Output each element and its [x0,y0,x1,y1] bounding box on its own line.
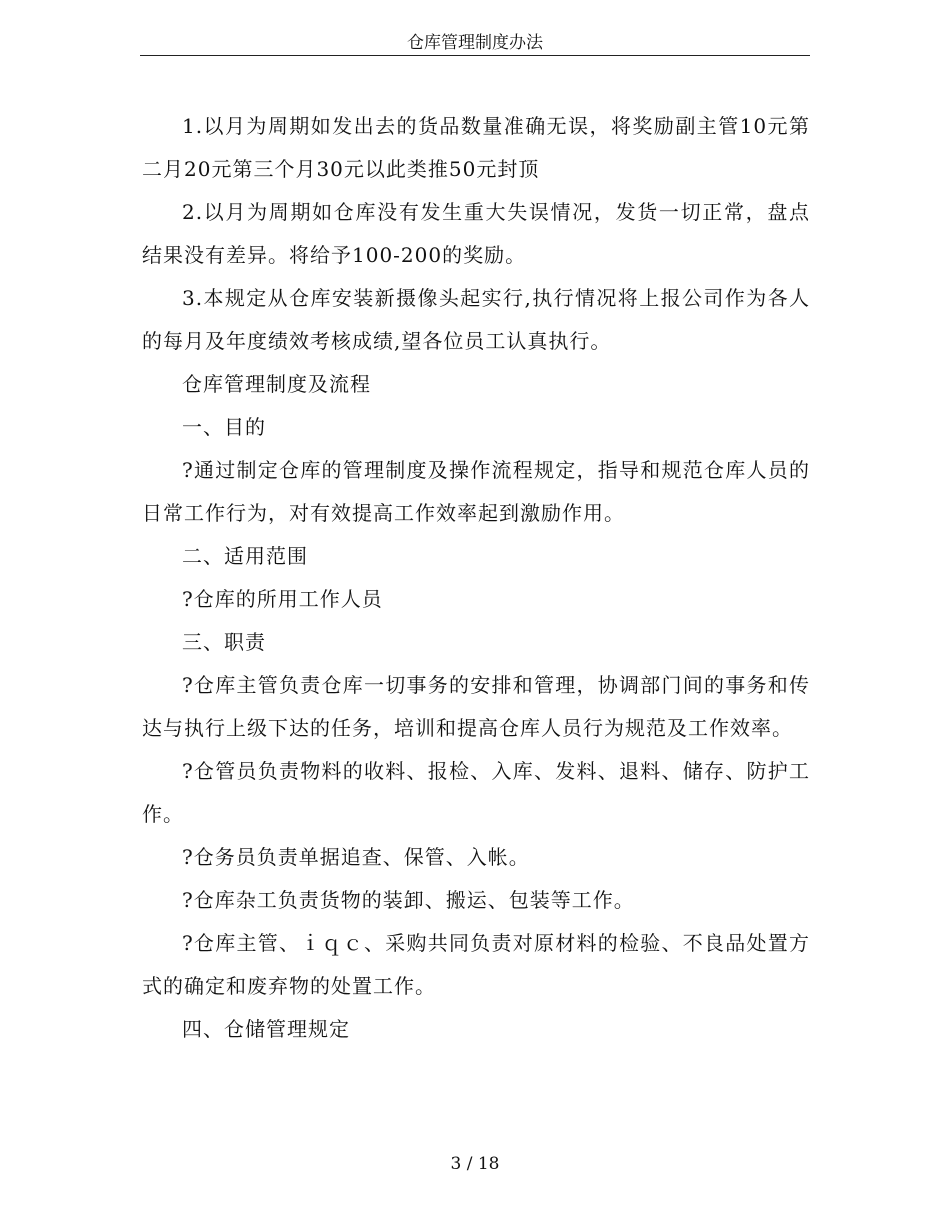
document-body [142,105,810,1051]
section-heading-main: 仓库管理制度及流程 [182,372,371,396]
paragraph-scope: ?仓库的所用工作人员 [182,587,383,611]
page-number: 3 / 18 [450,1154,500,1174]
paragraph-duty-laborer: ?仓库杂工负责货物的装卸、搬运、包装等工作。 [182,888,635,912]
paragraph-duty-inspection: ?仓库主管、ｉｑｃ、采购共同负责对原材料的检验、不良品处置方式的确定和废弃物的处置工作。 [142,931,810,998]
paragraph-duty-keeper: ?仓管员负责物料的收料、报检、入库、发料、退料、储存、防护工作。 [142,759,810,826]
paragraph-reward-rule-3: 3.本规定从仓库安装新摄像头起实行,执行情况将上报公司作为各人的每月及年度绩效考核成绩,望各位员工认真执行。 [142,286,810,353]
section-heading-storage-rules: 四、仓储管理规定 [182,1017,350,1041]
paragraph-purpose: ?通过制定仓库的管理制度及操作流程规定，指导和规范仓库人员的日常工作行为，对有效提高工作效率起到激励作用。 [142,458,810,525]
paragraph-duty-supervisor: ?仓库主管负责仓库一切事务的安排和管理，协调部门间的事务和传达与执行上级下达的任务，培训和提高仓库人员行为规范及工作效率。 [142,673,810,740]
paragraph-duty-clerk: ?仓务员负责单据追查、保管、入帐。 [182,845,530,869]
paragraph-reward-rule-1: 1.以月为周期如发出去的货品数量准确无误，将奖励副主管10元第二月20元第三个月30元以此类推50元封顶 [142,114,810,181]
section-heading-scope: 二、适用范围 [182,544,308,568]
page-header-title: 仓库管理制度办法 [407,33,543,53]
section-heading-duties: 三、职责 [182,630,266,654]
header-divider [140,55,810,56]
paragraph-reward-rule-2: 2.以月为周期如仓库没有发生重大失误情况，发货一切正常，盘点结果没有差异。将给予100-200的奖励。 [142,200,810,267]
section-heading-purpose: 一、目的 [182,415,266,439]
